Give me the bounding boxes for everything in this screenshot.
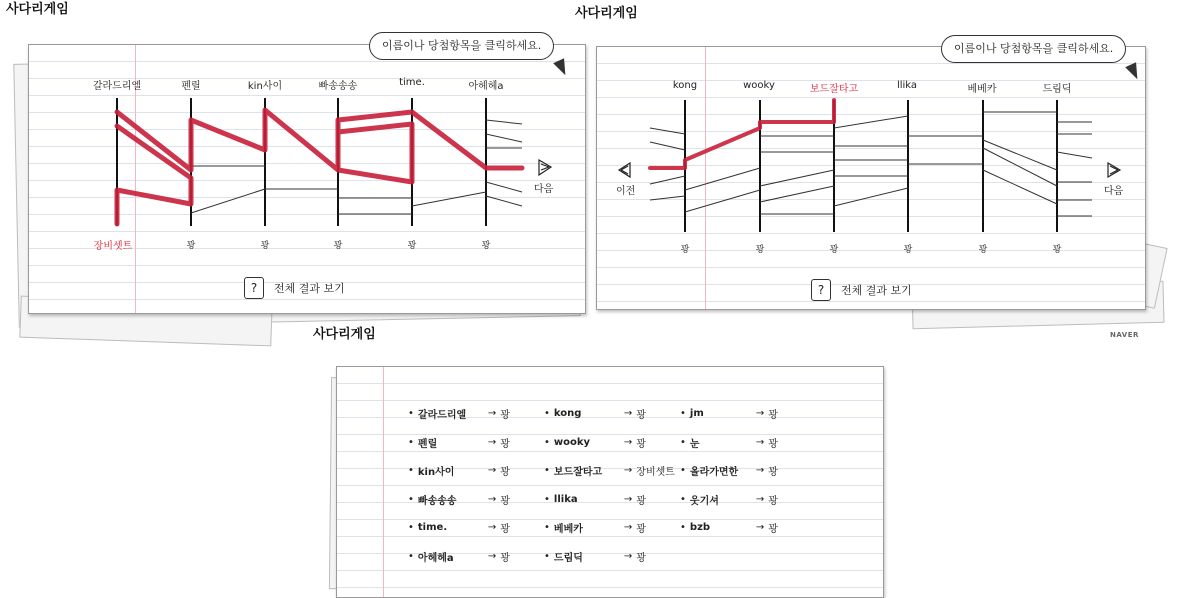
result-row [544,549,646,564]
result-name: 드림딕 [553,552,583,564]
result-name: 갈라드리엘 [417,410,467,421]
result-row [408,435,510,450]
arrow-right-icon: → [487,550,497,562]
ladder-name-5[interactable]: time. [399,77,425,88]
bullet-icon: • [544,465,550,476]
result-row [680,463,778,478]
arrow-right-icon: → [623,522,633,533]
result-prize: 꽝 [636,552,646,564]
result-row [680,435,778,450]
arrow-right-icon: → [623,550,633,562]
result-prize: 꽝 [768,467,778,478]
ladder-name-3[interactable]: 보드잘타고 [809,84,859,95]
ladder-prize-4[interactable]: 꽝 [903,245,913,255]
result-prize: 꽝 [500,467,510,478]
bullet-icon: • [544,408,550,419]
ladder-name-4[interactable]: 빠송송송 [318,81,358,92]
result-name: jm [689,408,704,419]
result-row [544,406,646,421]
arrow-right-icon: → [755,465,765,476]
result-prize: 꽝 [636,524,646,535]
result-row [680,492,778,507]
result-row [408,406,510,421]
bullet-icon: • [408,522,414,533]
result-row [544,520,646,535]
instruction-bubble: 이름이나 당첨항목을 클릭하세요. [369,32,554,60]
result-prize: 꽝 [768,495,778,507]
arrow-right-icon: → [755,522,765,533]
ladder-prize-6[interactable]: 꽝 [1052,245,1062,255]
result-row [544,492,646,507]
question-note-icon: ? [811,279,831,301]
result-name: kong [553,408,582,419]
ladder-name-3[interactable]: kin사이 [247,81,283,92]
bullet-icon: • [680,465,686,476]
arrow-right-icon: → [487,493,497,505]
next-button[interactable]: 다음 [534,184,554,195]
result-name: 아헤헤a [417,552,454,564]
result-prize: 꽝 [500,524,510,535]
bullet-icon: • [408,436,414,448]
result-name: 웃기셔 [689,495,719,507]
result-row [544,463,675,478]
result-name: 보드잘타고 [553,467,603,478]
result-prize: 장비셋트 [636,467,675,478]
result-name: 빠송송송 [417,495,457,507]
bullet-icon: • [544,436,550,448]
result-row [680,406,778,421]
arrow-right-icon: → [623,493,633,505]
result-row [408,463,510,478]
arrow-right-icon: → [487,465,497,476]
result-name: 베베카 [553,524,583,535]
ladder-name-1[interactable]: kong [672,80,698,91]
ladder-name-1[interactable]: 갈라드리엘 [92,81,142,92]
result-row [544,435,646,450]
result-name: 눈 [689,438,700,450]
ladder-prize-5[interactable]: 꽝 [407,241,417,251]
question-note-icon: ? [244,277,264,299]
ladder-name-5[interactable]: 베베카 [967,84,997,95]
ladder-name-2[interactable]: 펜릴 [181,81,201,92]
view-all-results-button[interactable] [811,279,912,301]
instruction-bubble: 이름이나 당첨항목을 클릭하세요. [941,35,1126,63]
result-name: bzb [689,522,711,533]
arrow-right-icon: → [623,436,633,448]
ladder-prize-6[interactable]: 꽝 [481,241,491,251]
arrow-right-icon: → [487,408,497,419]
bullet-icon: • [408,408,414,419]
ladder-name-2[interactable]: wooky [743,80,775,91]
view-all-results-label: 전체 결과 보기 [841,284,912,297]
result-prize: 꽝 [500,410,510,421]
panel3-title: 사다리게임 [313,327,376,342]
result-prize: 꽝 [636,495,646,507]
result-name: wooky [553,436,591,448]
arrow-right-icon: → [487,436,497,448]
result-name: kin사이 [417,467,455,478]
result-name: 펜릴 [417,438,438,450]
bullet-icon: • [544,522,550,533]
result-prize: 꽝 [768,524,778,535]
bullet-icon: • [680,522,686,533]
bullet-icon: • [544,493,550,505]
result-name: llika [553,493,578,505]
ladder-prize-3[interactable]: 꽝 [260,241,270,251]
ladder-prize-3[interactable]: 꽝 [829,245,839,255]
result-row [408,492,510,507]
result-prize: 꽝 [636,438,646,450]
ladder-prize-2[interactable]: 꽝 [755,245,765,255]
ladder-prize-5[interactable]: 꽝 [978,245,988,255]
result-name: 올라가면한 [689,467,739,478]
next-button[interactable]: 다음 [1104,186,1124,197]
arrow-right-icon: → [623,465,633,476]
ladder-prize-4[interactable]: 꽝 [333,241,343,251]
result-prize: 꽝 [768,410,778,421]
ladder-name-4[interactable]: llika [896,80,918,91]
bullet-icon: • [408,550,414,562]
result-prize: 꽝 [500,552,510,564]
bullet-icon: • [544,550,550,562]
arrow-right-icon: → [755,493,765,505]
result-prize: 꽝 [500,438,510,450]
result-row [408,549,510,564]
panel1-title: 사다리게임 [6,2,69,17]
bullet-icon: • [680,436,686,448]
result-row [680,520,778,535]
arrow-right-icon: → [755,436,765,448]
ladder-prize-1[interactable]: 장비셋트 [93,241,133,252]
bullet-icon: • [408,465,414,476]
ladder-name-6[interactable]: 아헤헤a [468,81,504,92]
result-prize: 꽝 [768,438,778,450]
result-row [408,520,510,535]
naver-logo: NAVER [1110,331,1139,339]
ladder-name-6[interactable]: 드림딕 [1042,84,1072,95]
result-prize: 꽝 [500,495,510,507]
bullet-icon: • [680,408,686,419]
bullet-icon: • [680,493,686,505]
ladder-prize-2[interactable]: 꽝 [186,241,196,251]
result-name: time. [417,522,448,533]
arrow-right-icon: → [487,522,497,533]
view-all-results-label: 전체 결과 보기 [274,282,345,295]
ladder-prize-1[interactable]: 꽝 [680,245,690,255]
panel2-title: 사다리게임 [575,6,638,21]
prev-button[interactable]: 이전 [616,186,636,197]
bullet-icon: • [408,493,414,505]
arrow-right-icon: → [755,408,765,419]
result-prize: 꽝 [636,410,646,421]
arrow-right-icon: → [623,408,633,419]
